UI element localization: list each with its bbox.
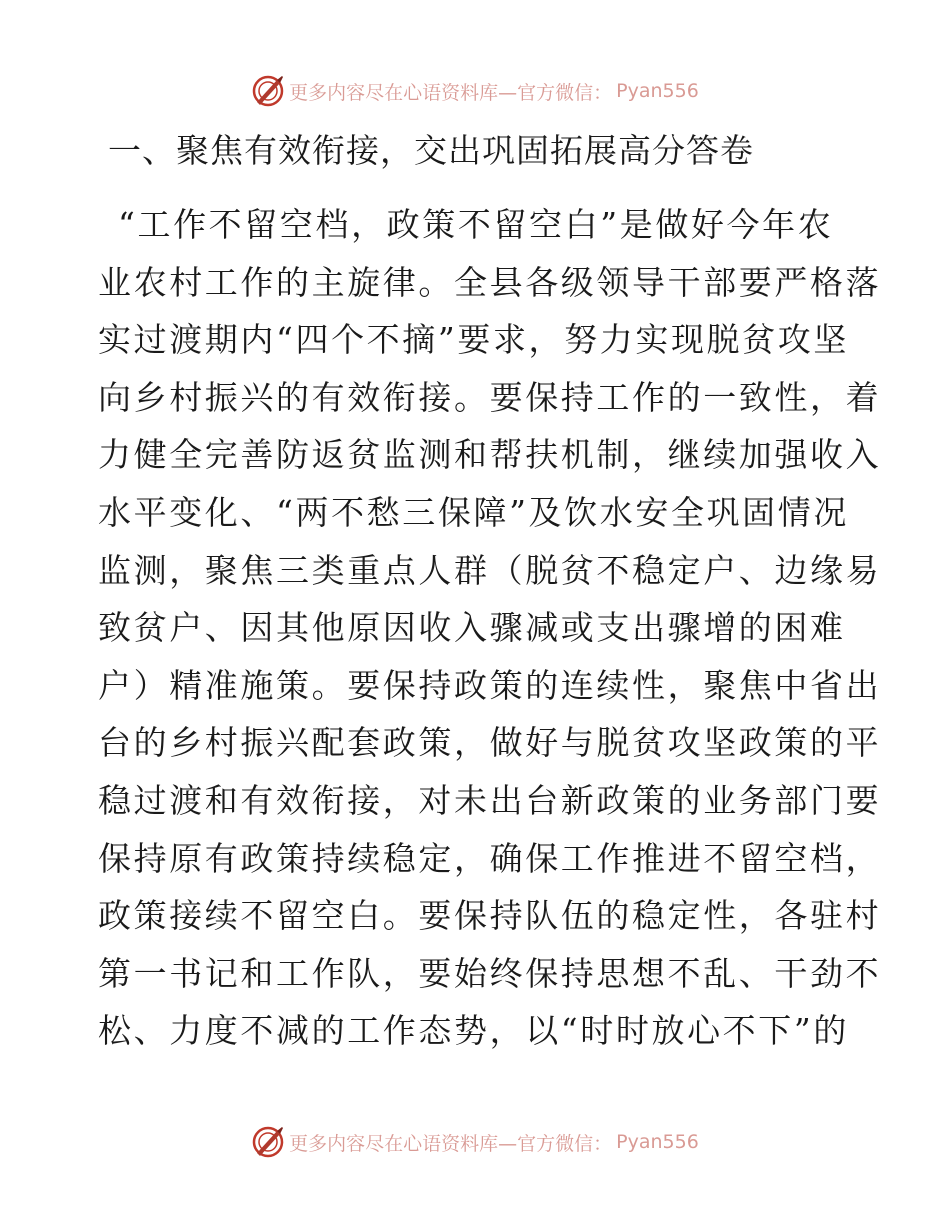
- paragraph-line: 保持原有政策持续稳定，确保工作推进不留空档，: [98, 838, 882, 878]
- pen-seal-logo-icon: [251, 74, 285, 108]
- watermark-handle: Pyan556: [616, 1131, 699, 1153]
- paragraph-line: 松、力度不减的工作态势，以“时时放心不下”的: [98, 1011, 849, 1051]
- paragraph-line: 第一书记和工作队，要始终保持思想不乱、干劲不: [98, 953, 882, 993]
- watermark-text: 更多内容尽在心语资料库—官方微信：: [289, 81, 613, 104]
- pen-seal-logo-icon: [251, 1125, 285, 1159]
- paragraph-line: 监测，聚焦三类重点人群（脱贫不稳定户、边缘易: [98, 550, 882, 590]
- paragraph-line: “工作不留空档，政策不留空白”是做好今年农: [118, 205, 834, 244]
- body-paragraph: [98, 196, 882, 1060]
- watermark-text: 更多内容尽在心语资料库—官方微信：: [289, 1132, 613, 1155]
- paragraph-line: 向乡村振兴的有效衔接。要保持工作的一致性，着: [98, 377, 882, 417]
- paragraph-line: 业农村工作的主旋律。全县各级领导干部要严格落: [98, 262, 882, 302]
- paragraph-line: 户）精准施策。要保持政策的连续性，聚焦中省出: [98, 665, 882, 705]
- header-watermark: [0, 74, 950, 108]
- watermark-handle: Pyan556: [616, 80, 699, 102]
- paragraph-line: 致贫户、因其他原因收入骤减或支出骤增的困难: [98, 608, 846, 648]
- footer-watermark: [0, 1125, 950, 1159]
- paragraph-line: 力健全完善防返贫监测和帮扶机制，继续加强收入: [98, 435, 882, 475]
- paragraph-line: 实过渡期内“四个不摘”要求，努力实现脱贫攻坚: [98, 320, 849, 360]
- paragraph-line: 台的乡村振兴配套政策，做好与脱贫攻坚政策的平: [98, 723, 882, 763]
- paragraph-line: 政策接续不留空白。要保持队伍的稳定性，各驻村: [98, 896, 882, 936]
- section-heading: 一、聚焦有效衔接，交出巩固拓展高分答卷: [108, 131, 754, 170]
- paragraph-line: 稳过渡和有效衔接，对未出台新政策的业务部门要: [98, 780, 882, 820]
- paragraph-line: 水平变化、“两不愁三保障”及饮水安全巩固情况: [98, 492, 849, 532]
